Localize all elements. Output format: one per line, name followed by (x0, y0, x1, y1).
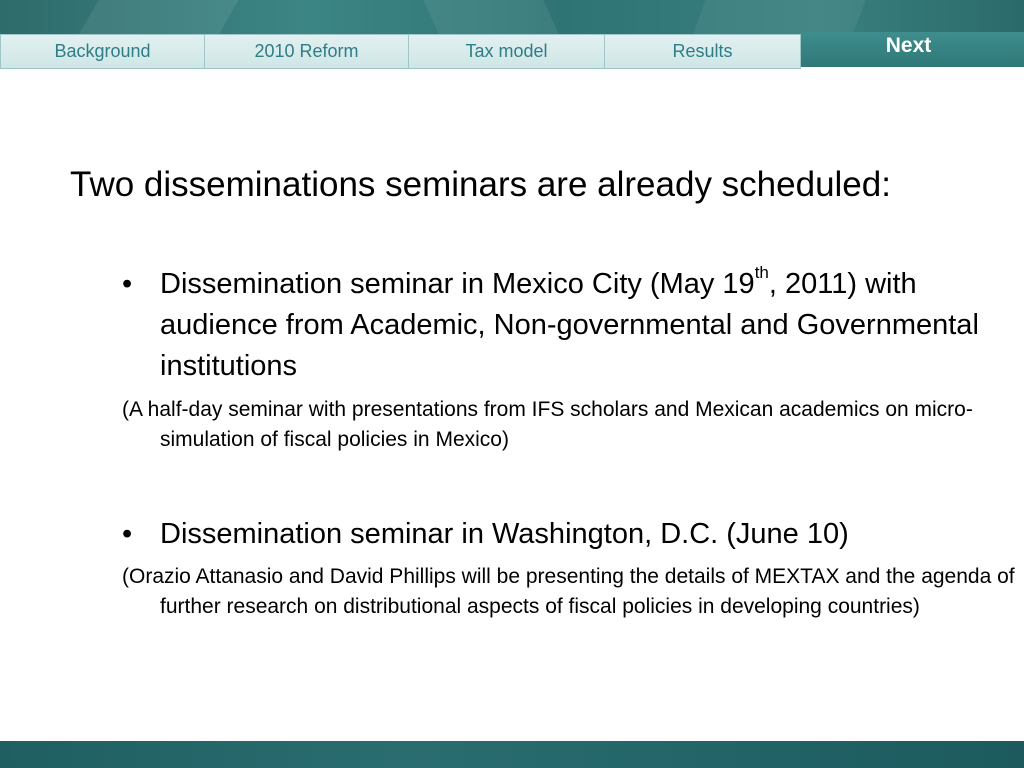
bullet-marker: • (122, 268, 133, 300)
nav-tab-label: Tax model (465, 41, 548, 61)
bottom-decorative-band (0, 741, 1024, 768)
bullet-item-washington (122, 514, 1002, 555)
nav-tab-2010-reform[interactable] (205, 34, 409, 69)
nav-tab-label: Results (672, 41, 733, 61)
nav-tab-background[interactable] (0, 34, 205, 69)
bullet-item-mexico-city (122, 264, 1002, 387)
bullet-marker: • (122, 518, 133, 550)
nav-tab-tax-model[interactable] (409, 34, 605, 69)
bullet-note-washington: (Orazio Attanasio and David Phillips will be presenting the details of MEXTAX and the agenda of further research on distributional aspects of fiscal policies in developing countries) (122, 565, 1015, 618)
bullet-text-part: Dissemination seminar in Mexico City (May 19 (160, 268, 755, 300)
bullet-text: Dissemination seminar in Washington, D.C. (June 10) (160, 518, 849, 550)
nav-tab-label: 2010 Reform (254, 41, 359, 61)
bullet-note-mexico-city: (A half-day seminar with presentations from IFS scholars and Mexican academics on micro-simulation of fiscal policies in Mexico) (122, 398, 973, 451)
top-decorative-band (0, 0, 1024, 34)
slide-heading: Two disseminations seminars are already scheduled: (70, 165, 891, 204)
nav-tab-results[interactable] (605, 34, 801, 69)
bullet-text-part: , 2011) with audience from Academic, Non-governmental and Governmental institutions (160, 268, 979, 382)
next-button-label: Next (885, 34, 932, 57)
next-button[interactable] (801, 32, 1024, 67)
nav-tab-label: Background (54, 41, 151, 61)
ordinal-suffix: th (754, 263, 769, 283)
bullet-text (160, 264, 1002, 387)
slide-navigation-bar (0, 34, 1024, 69)
